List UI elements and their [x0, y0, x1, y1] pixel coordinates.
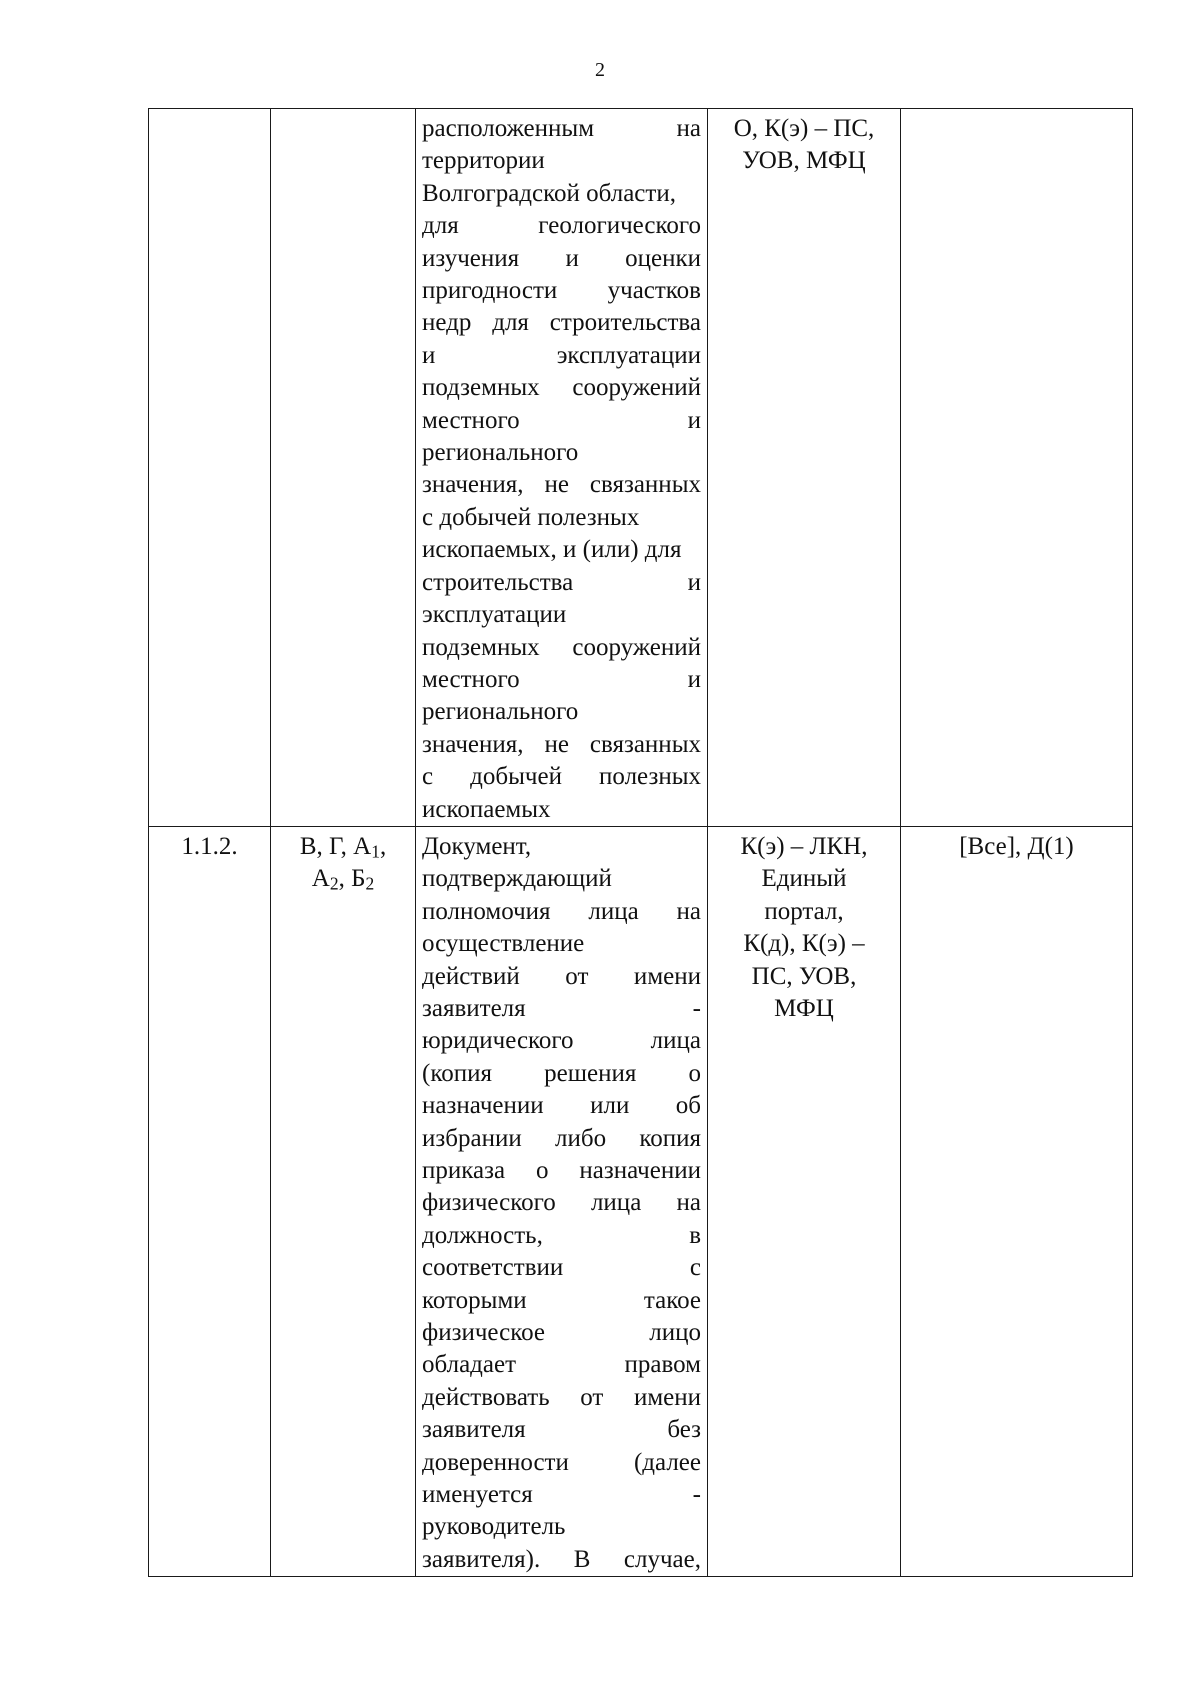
description-line: (копия решения о [422, 1059, 701, 1087]
description-line: подземных сооружений [422, 374, 701, 402]
codes-cell [271, 109, 416, 827]
description-line: юридического лица [422, 1027, 701, 1055]
description-line: значения, не связанных [422, 730, 701, 758]
codes-line-1 [277, 831, 409, 863]
description-line: действий от имени [422, 962, 701, 990]
codes-text: А [311, 865, 330, 893]
description-line: которыми такое [422, 1286, 701, 1314]
description-line: заявителя - [422, 994, 701, 1022]
channel-line: К(д), К(э) – [743, 930, 865, 958]
description-line: физического лица на [422, 1189, 701, 1217]
description-line: осуществление [422, 930, 585, 958]
description-line: подтверждающий [422, 865, 612, 893]
row-number-cell [149, 109, 271, 827]
channel-line: МФЦ [774, 994, 834, 1022]
codes-subscript: 2 [329, 873, 339, 894]
description-line: назначении или об [422, 1092, 701, 1120]
description-line: изучения и оценки [422, 244, 701, 272]
codes-line-2 [277, 863, 409, 895]
channel-line: УОВ, МФЦ [742, 147, 866, 175]
codes-text: , [379, 832, 387, 860]
description-line: приказа о назначении [422, 1157, 701, 1184]
channels-lines [714, 113, 894, 178]
channels-cell [708, 826, 901, 1576]
codes-text: В, Г, А [299, 832, 372, 860]
description-line: с добычей полезных [422, 503, 640, 531]
notes-cell: [Все], Д(1) [901, 826, 1133, 1576]
description-line: полномочия лица на [422, 897, 701, 925]
row-number-cell: 1.1.2. [149, 826, 271, 1576]
channel-line: Единый [761, 865, 847, 893]
description-line: соответствии с [422, 1254, 701, 1282]
description-line: Документ, [422, 832, 532, 860]
description-line: местного и [422, 406, 701, 434]
description-cell [416, 109, 708, 827]
description-lines [422, 831, 701, 1576]
codes-subscript: 1 [371, 841, 380, 862]
description-line: территории [422, 147, 545, 175]
channel-line: К(э) – ЛКН, [740, 832, 868, 860]
requirements-table [148, 108, 1133, 1577]
description-line: с добычей полезных [422, 763, 701, 791]
description-line: для геологического [422, 212, 701, 240]
description-line: руководитель [422, 1513, 566, 1541]
codes-text: , Б [338, 865, 366, 893]
description-line: заявителя). В случае, [422, 1545, 701, 1573]
description-line: расположенным на [422, 115, 701, 142]
channels-cell [708, 109, 901, 827]
description-line: именуется - [422, 1481, 701, 1509]
description-line: подземных сооружений [422, 633, 701, 661]
description-line: и эксплуатации [422, 341, 701, 369]
description-line: Волгоградской области, [422, 179, 676, 207]
codes-cell [271, 826, 416, 1576]
description-line: избрании либо копия [422, 1124, 701, 1152]
description-line: регионального [422, 698, 579, 726]
description-line: местного и [422, 665, 701, 693]
page-number: 2 [595, 59, 605, 81]
description-line: регионального [422, 439, 579, 467]
description-line: обладает правом [422, 1351, 701, 1379]
description-line: должность, в [422, 1221, 701, 1249]
description-lines [422, 113, 701, 826]
description-line: эксплуатации [422, 601, 567, 629]
description-line: действовать от имени [422, 1383, 701, 1411]
description-line: строительства и [422, 568, 701, 596]
description-line: заявителя без [422, 1416, 701, 1444]
notes-cell [901, 109, 1133, 827]
description-line: недр для строительства [422, 309, 701, 337]
description-line: физическое лицо [422, 1319, 701, 1347]
description-line: ископаемых, и (или) для [422, 536, 682, 564]
description-cell [416, 826, 708, 1576]
description-line: пригодности участков [422, 277, 701, 305]
channels-lines [714, 831, 894, 1025]
channel-line: ПС, УОВ, [751, 962, 857, 990]
description-line: значения, не связанных [422, 471, 701, 499]
channel-line: портал, [764, 897, 844, 925]
table-row [149, 826, 1133, 1576]
description-line: доверенности (далее [422, 1448, 701, 1476]
codes-subscript: 2 [365, 873, 375, 894]
description-line: ископаемых [422, 795, 551, 823]
table-row [149, 109, 1133, 827]
channel-line: О, К(э) – ПС, [733, 115, 875, 142]
